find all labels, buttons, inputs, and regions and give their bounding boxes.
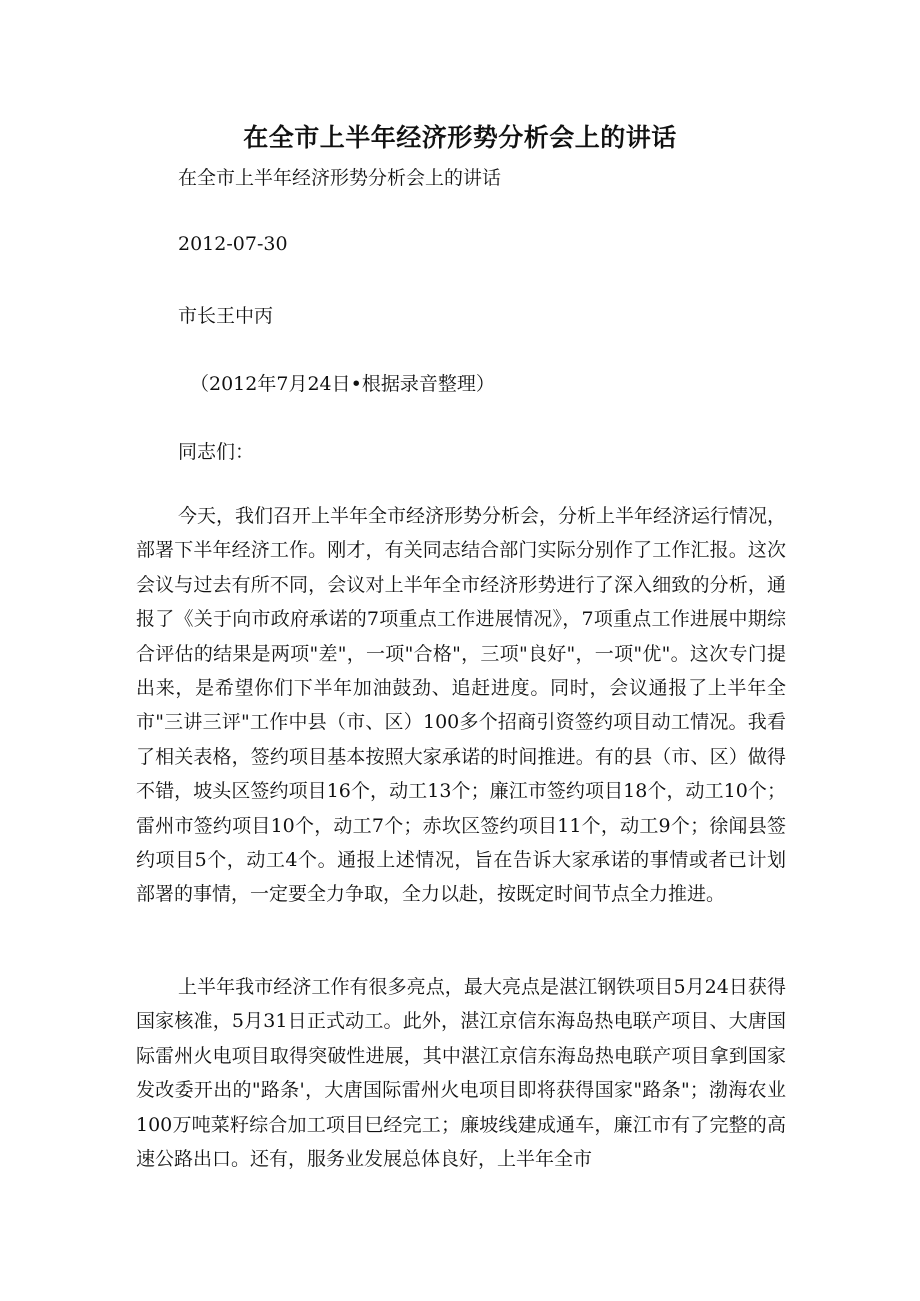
document-date: 2012-07-30 (178, 233, 288, 255)
document-title: 在全市上半年经济形势分析会上的讲话 (243, 123, 677, 152)
salutation: 同志们： (178, 441, 255, 463)
body-paragraph: 今天，我们召开上半年全市经济形势分析会，分析上半年经济运行情况，部署下半年经济工作。刚才，有关同志结合部门实际分别作了工作汇报。这次会议与过去有所不同，会议对上半年全市经济形势进行了深入细致的分析，通报了《关于向市政府承诺的7项重点工作进展情况》，7项重点工作进展中期综合评估的结果是两项"差"，一项"合格"，三项"良好"，一项"优"。这次专门提出来，是希望你们下半年加油鼓劲、追赶进度。同时，会议通报了上半年全市"三讲三评"工作中县（市、区）100多个招商引资签约项目动工情况。我看了相关表格，签约项目基本按照大家承诺的时间推进。有的县（市、区）做得不错，坡头区签约项目16个，动工13个；廉江市签约项目18个，动工10个；雷州市签约项目10个，动工7个；赤坎区签约项目11个，动工9个；徐闻县签约项目5个，动工4个。通报上述情况，旨在告诉大家承诺的事情或者已计划部署的事情，一定要全力争取，全力以赴，按既定时间节点全力推进。 (136, 505, 787, 906)
recording-note: （2012年7月24日•根据录音整理） (190, 373, 495, 395)
document-author: 市长王中丙 (178, 305, 274, 327)
document-subtitle: 在全市上半年经济形势分析会上的讲话 (178, 167, 502, 189)
body-paragraph: 上半年我市经济工作有很多亮点，最大亮点是湛江钢铁项目5月24日获得国家核准，5月31日正式动工。此外，湛江京信东海岛热电联产项目、大唐国际雷州火电项目取得突破性进展，其中湛江京信东海岛热电联产项目拿到国家发改委开出的"路条'，大唐国际雷州火电项目即将获得国家"路条"；渤海农业100万吨菜籽综合加工项目巳经完工；廉坡线建成通车，廉江市有了完整的高速公路出口。还有，服务业发展总体良好，上半年全市 (136, 976, 786, 1171)
